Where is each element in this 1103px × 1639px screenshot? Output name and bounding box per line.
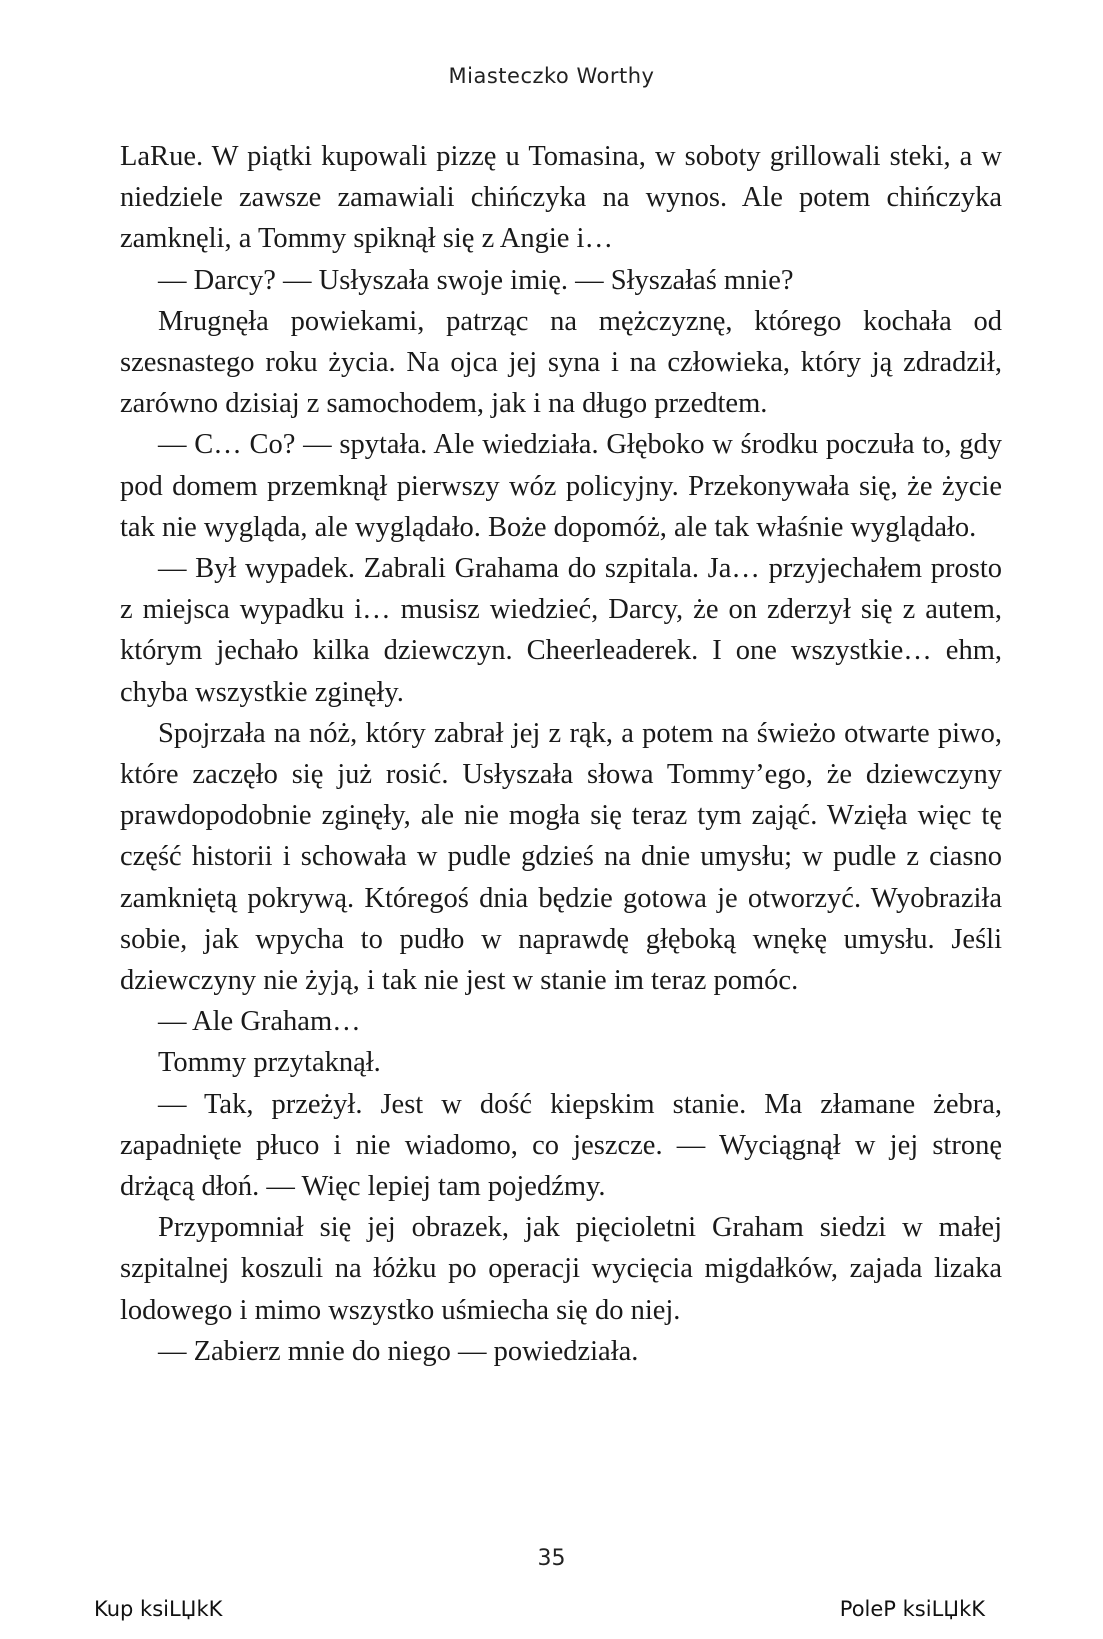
paragraph: LaRue. W piątki kupowali pizzę u Tomasina, w soboty grillowali steki, a w niedziele zawsze zamawiali chińczyka na wynos. Ale potem chińczyka zamknęli, a Tommy spiknął się z Angie i… — [120, 141, 1002, 255]
paragraph: — Ale Graham… — [158, 1006, 361, 1038]
chapter-text — [120, 136, 1002, 1372]
paragraph: — Tak, przeżył. Jest w dość kiepskim stanie. Ma złamane żebra, zapadnięte płuco i nie wiadomo, co jeszcze. — Wyciągnął w jej stronę drżącą dłoń. — Więc lepiej tam pojedźmy. — [120, 1088, 1002, 1203]
running-header: Miasteczko Worthy — [448, 64, 655, 88]
page-number: 35 — [537, 1546, 566, 1571]
paragraph: — Był wypadek. Zabrali Grahama do szpitala. Ja… przyjechałem prosto z miejsca wypadku i… musisz wiedzieć, Darcy, że on zderzył się z autem, którym jechało kilka dziewczyn. Cheerleaderek. I one wszystkie… ehm, chyba wszystkie zginęły. — [120, 553, 1002, 708]
paragraph: — Zabierz mnie do niego — powiedziała. — [158, 1335, 639, 1367]
buy-book-link[interactable]: Kup ksiLЏkK — [94, 1597, 223, 1621]
paragraph: Tommy przytaknął. — [158, 1047, 381, 1079]
paragraph: Spojrzała na nóż, który zabrał jej z rąk, a potem na świeżo otwarte piwo, które zaczęło się już rosić. Usłyszała słowa Tommy’ego, że dziewczyny prawdopodobnie zginęły, ale nie mogła się teraz tym zająć. Wzięła więc tę część historii i schowała w pudle gdzieś na dnie umysłu; w pudle z ciasno zamkniętą pokrywą. Któregoś dnia będzie gotowa je otworzyć. Wyobraziła sobie, jak wpycha to pudło w naprawdę głęboką wnękę umysłu. Jeśli dziewczyny nie żyją, i tak nie jest w stanie im teraz pomóc. — [120, 717, 1002, 997]
paragraph: — C… Co? — spytała. Ale wiedziała. Głęboko w środku poczuła to, gdy pod domem przemknął pierwszy wóz policyjny. Przekonywała się, że życie tak nie wygląda, ale wyglądało. Boże dopomóż, ale tak właśnie wyglądało. — [120, 429, 1002, 543]
recommend-book-link[interactable]: PoleP ksiLЏkK — [839, 1597, 985, 1621]
paragraph: Przypomniał się jej obrazek, jak pięcioletni Graham siedzi w małej szpitalnej koszuli na łóżku po operacji wycięcia migdałków, zajada lizaka lodowego i mimo wszystko uśmiecha się do niej. — [120, 1212, 1002, 1326]
paragraph: — Darcy? — Usłyszała swoje imię. — Słyszałaś mnie? — [158, 264, 794, 296]
paragraph: Mrugnęła powiekami, patrząc na mężczyznę, którego kochała od szesnastego roku życia. Na ojca jej syna i na człowieka, który ją zdradził, zarówno dzisiaj z samochodem, jak i na długo przedtem. — [120, 305, 1002, 420]
